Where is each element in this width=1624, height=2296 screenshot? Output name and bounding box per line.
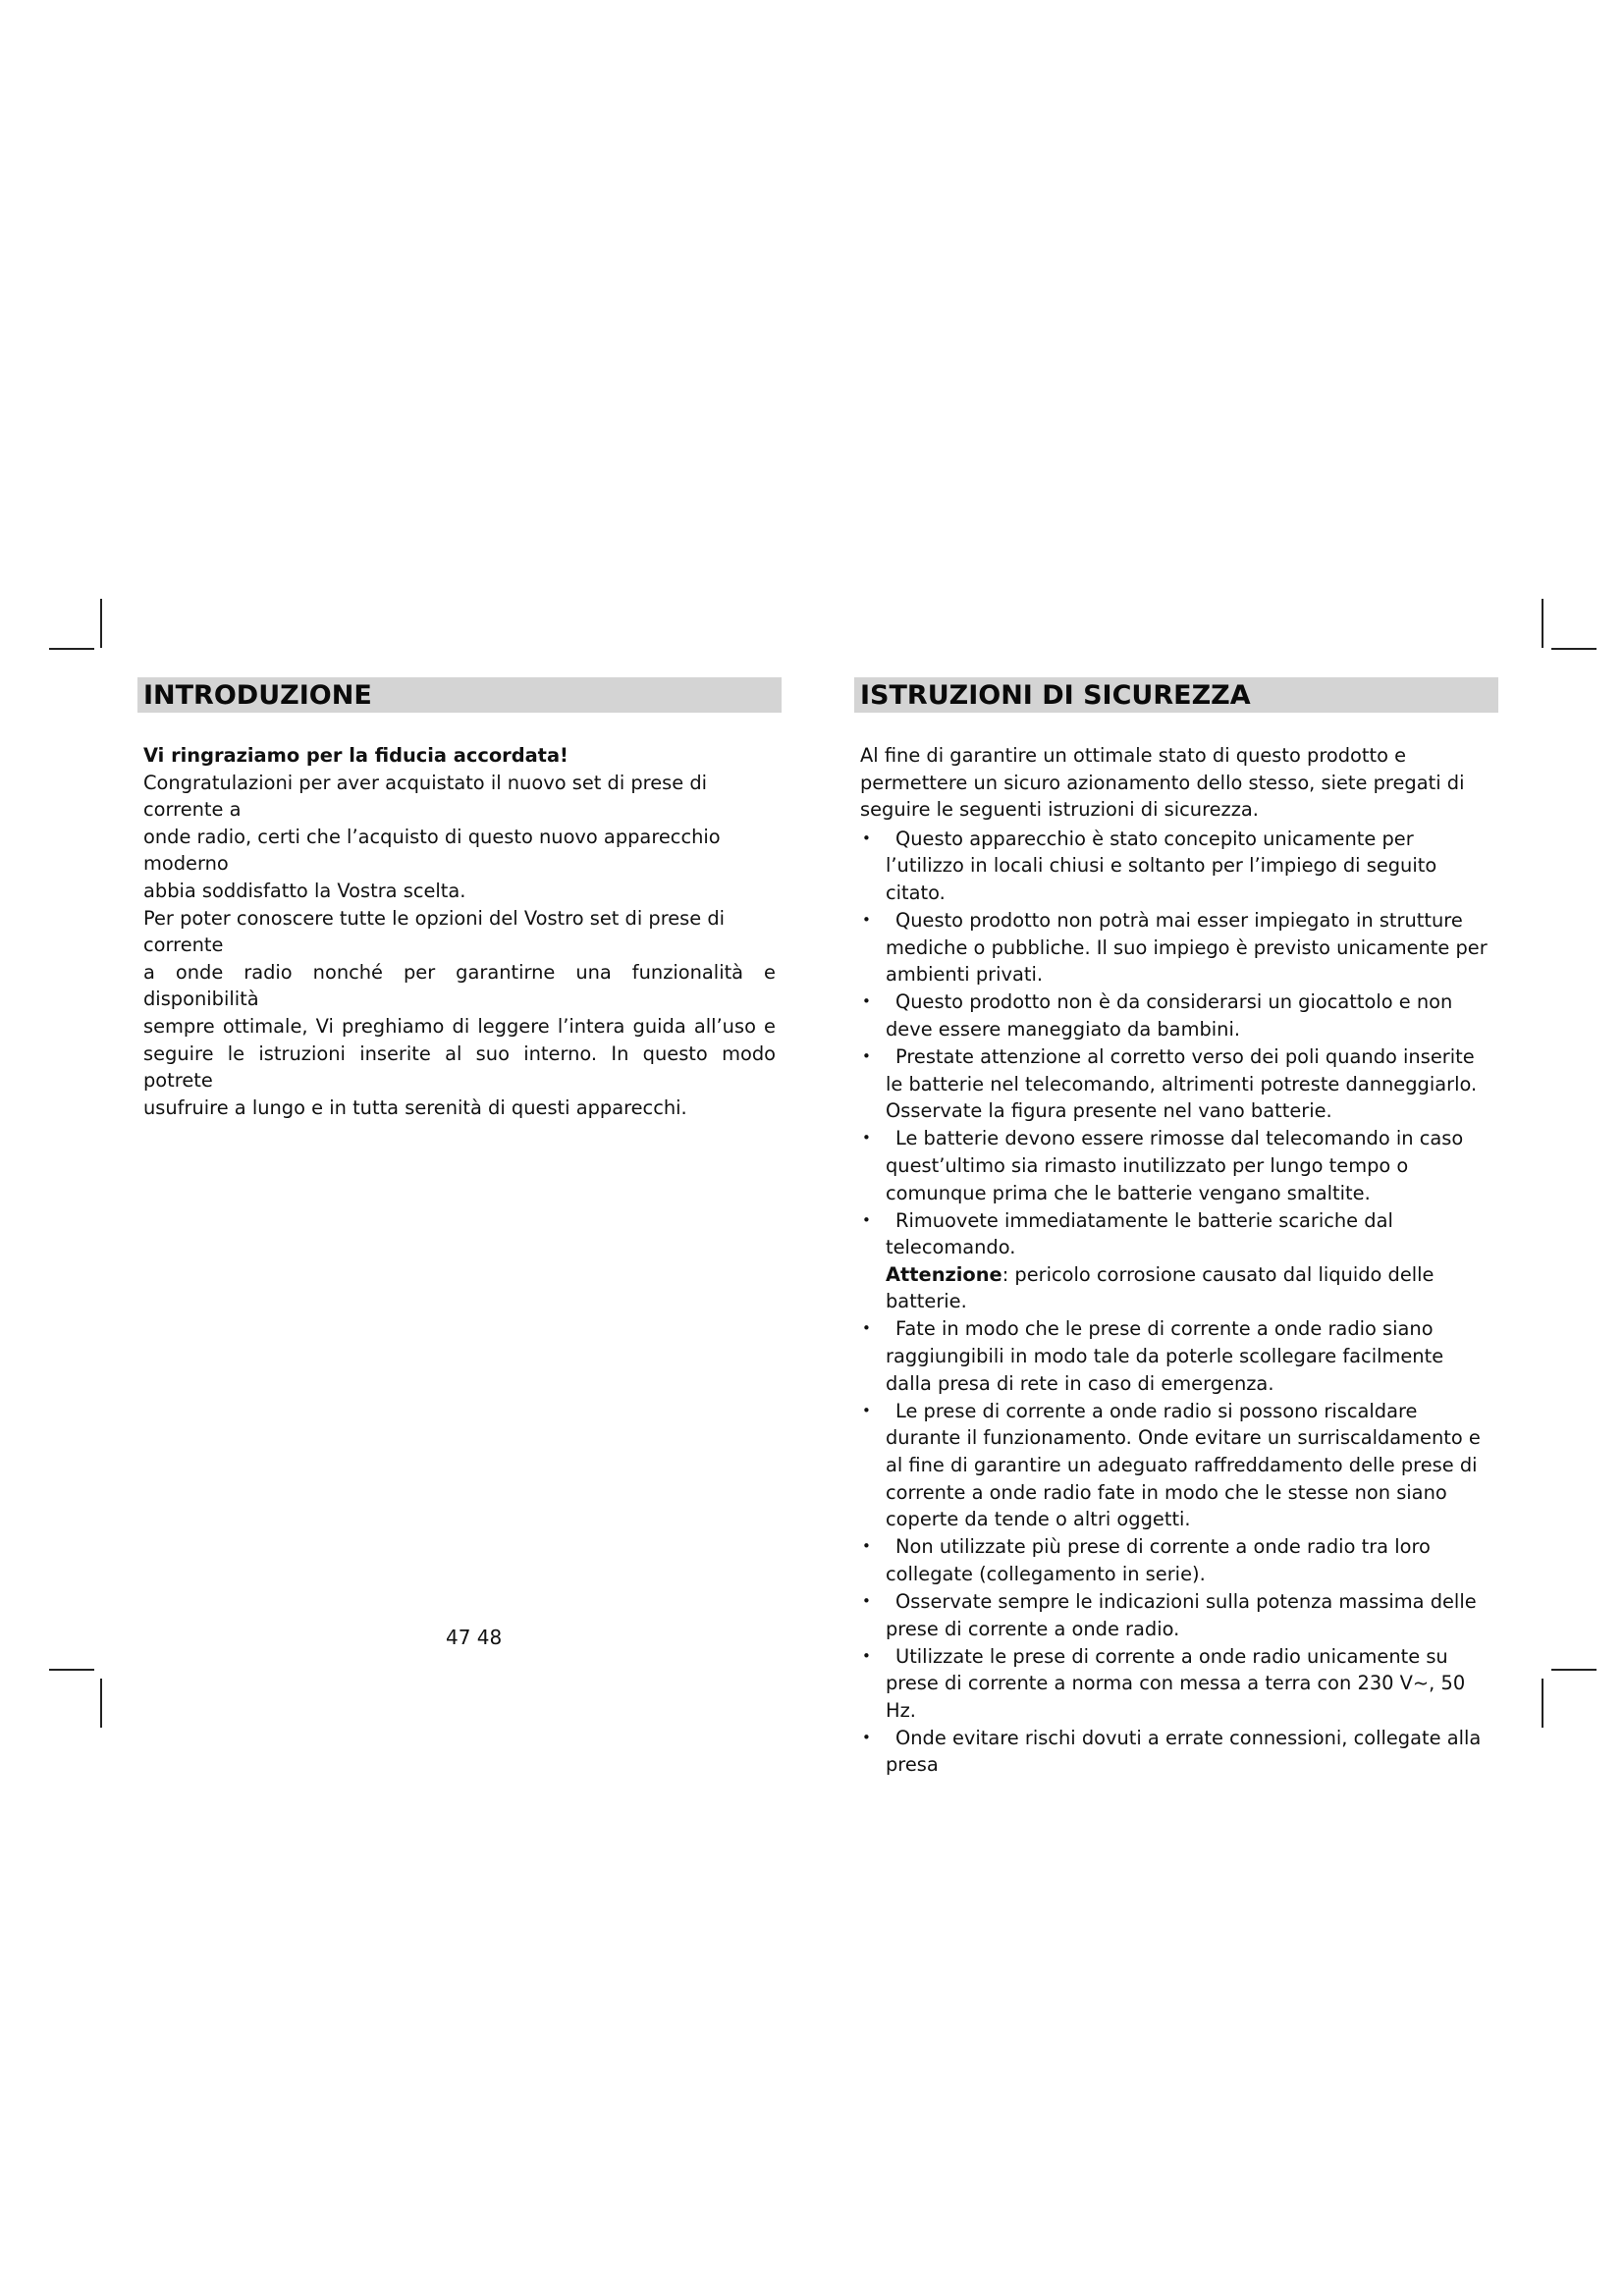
list-item: • Le batterie devono essere rimosse dal telecomando in caso quest’ultimo sia rimasto inutilizzato per lungo tempo o comunque prima che le batterie vengano smaltite. bbox=[860, 1125, 1492, 1206]
safety-list bbox=[860, 826, 1492, 1779]
list-item: • Questo prodotto non potrà mai esser impiegato in strutture mediche o pubbliche. Il suo impiego è previsto unicamente per ambienti privati. bbox=[860, 907, 1492, 988]
introduction-section bbox=[137, 677, 782, 1121]
crop-mark bbox=[1551, 1669, 1597, 1671]
introduction-line: onde radio, certi che l’acquisto di questo nuovo apparecchio moderno bbox=[143, 825, 721, 876]
list-item: • Questo prodotto non è da considerarsi un giocattolo e non deve essere maneggiato da bambini. bbox=[860, 988, 1492, 1042]
introduction-line: usufruire a lungo e in tutta serenità di questi apparecchi. bbox=[143, 1095, 687, 1119]
list-item: • Le prese di corrente a onde radio si possono riscaldare durante il funzionamento. Onde evitare un surriscaldamento e al fine di garantire un adeguato raffreddamento delle prese di corrente a onde radio fate in modo che le stesse non siano coperte da tende o altri oggetti. bbox=[860, 1398, 1492, 1533]
safety-section bbox=[854, 677, 1498, 1780]
list-item: • Utilizzate le prese di corrente a onde radio unicamente su prese di corrente a norma con messa a terra con 230 V~, 50 Hz. bbox=[860, 1643, 1492, 1725]
crop-mark bbox=[100, 599, 102, 648]
crop-mark bbox=[1542, 1679, 1543, 1728]
list-item: • Questo apparecchio è stato concepito unicamente per l’utilizzo in locali chiusi e soltanto per l’impiego di seguito citato. bbox=[860, 826, 1492, 907]
safety-heading: ISTRUZIONI DI SICUREZZA bbox=[854, 677, 1498, 713]
introduction-line: seguire le istruzioni inserite al suo interno. In questo modo potrete bbox=[143, 1041, 776, 1093]
list-item: • Fate in modo che le prese di corrente a onde radio siano raggiungibili in modo tale da poterle scollegare facilmente dalla presa di rete in caso di emergenza. bbox=[860, 1315, 1492, 1397]
list-item: • Non utilizzate più prese di corrente a onde radio tra loro collegate (collegamento in serie). bbox=[860, 1533, 1492, 1587]
crop-mark bbox=[100, 1679, 102, 1728]
introduction-line: Congratulazioni per aver acquistato il nuovo set di prese di corrente a bbox=[143, 771, 708, 822]
list-item: • Rimuovete immediatamente le batterie scariche dal telecomando. Attenzione: pericolo corrosione causato dal liquido delle batterie. bbox=[860, 1207, 1492, 1315]
introduction-title: Vi ringraziamo per la fiducia accordata! bbox=[143, 744, 568, 767]
introduction-line: a onde radio nonché per garantirne una funzionalità e disponibilità bbox=[143, 960, 776, 1011]
introduction-heading: INTRODUZIONE bbox=[137, 677, 782, 713]
crop-mark bbox=[1551, 648, 1597, 650]
introduction-line: abbia soddisfatto la Vostra scelta. bbox=[143, 879, 466, 902]
list-item: • Osservate sempre le indicazioni sulla potenza massima delle prese di corrente a onde radio. bbox=[860, 1588, 1492, 1642]
warning-text: : pericolo corrosione causato dal liquido delle batterie. bbox=[886, 1262, 1435, 1313]
introduction-line: Per poter conoscere tutte le opzioni del Vostro set di prese di corrente bbox=[143, 906, 726, 957]
list-item: • Onde evitare rischi dovuti a errate connessioni, collegate alla presa bbox=[860, 1725, 1492, 1779]
crop-mark bbox=[49, 648, 94, 650]
list-item: • Prestate attenzione al corretto verso dei poli quando inserite le batterie nel telecomando, altrimenti potreste danneggiarlo. Osservate la figura presente nel vano batterie. bbox=[860, 1043, 1492, 1125]
warning-label: Attenzione bbox=[886, 1262, 1002, 1286]
crop-mark bbox=[49, 1669, 94, 1671]
safety-lead: Al fine di garantire un ottimale stato di questo prodotto e permettere un sicuro azionamento dello stesso, siete pregati di seguire le seguenti istruzioni di sicurezza. bbox=[860, 744, 1465, 822]
page-number: 47 48 bbox=[446, 1626, 503, 1649]
introduction-line: sempre ottimale, Vi preghiamo di leggere l’intera guida all’uso e bbox=[143, 1014, 776, 1038]
crop-mark bbox=[1542, 599, 1543, 648]
